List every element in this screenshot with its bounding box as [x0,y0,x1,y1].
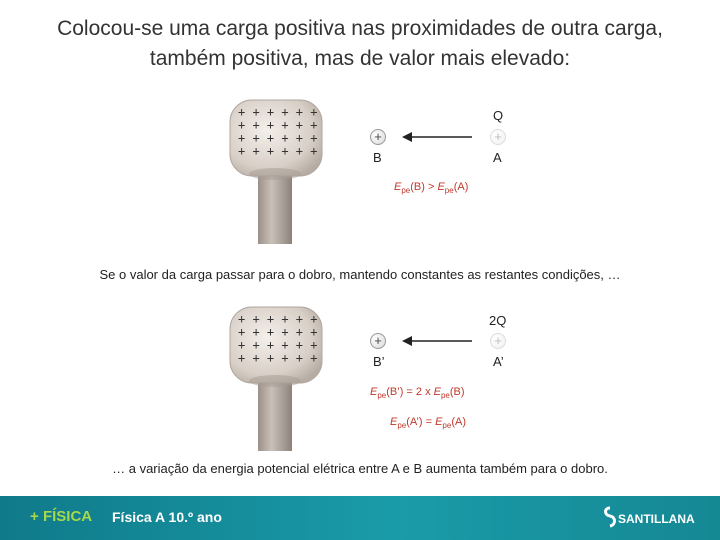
course-label: Física A 10.º ano [112,509,222,525]
subject-brand: + FÍSICA [30,508,93,525]
formula-epe-b-prime: $E_{pe}(B’) = 2$ x $E_{pe}(B)$ [370,386,465,401]
sphere-charges-2: + + + + + + + + + + + + + + + + + + + + + + + + [238,312,318,365]
middle-sentence: Se o valor da carga passar para o dobro, mantendo constantes as restantes condições, … [99,267,621,282]
point-b-label: B [373,150,382,165]
title-line-2: também positiva, mas de valor mais elevado: [149,47,571,70]
publisher-name: SANTILLANA [618,512,695,526]
arrow-a-to-b [402,131,472,143]
point-b-prime-label: B’ [373,354,385,369]
point-a-prime-label: A’ [493,354,504,369]
slide-title [20,14,700,74]
charged-sphere-1 [228,98,324,249]
formula-epe-b-gt-a: $E_{pe}(B) > E_{pe}(A)$ [394,181,469,196]
test-charge-a-prime: + [490,333,506,349]
title-line-1: Colocou-se uma carga positiva nas proximidades de outra carga, [57,17,663,40]
test-charge-b: + [370,129,386,145]
charge-label-q: Q [493,108,504,123]
formula-epe-a-prime: $E_{pe}(A’) = E_{pe}(A)$ [390,416,466,431]
arrow-a-prime-to-b-prime [402,335,472,347]
santillana-logo-icon [600,506,620,528]
footer-bar [0,496,720,540]
sphere-charges: + + + + + + + + + + + + + + + + + + + + + + + + [238,105,318,158]
charged-sphere-2 [228,305,324,456]
charge-label-2q: 2Q [489,313,507,328]
test-charge-b-prime: + [370,333,386,349]
conclusion-sentence: … a variação da energia potencial elétrica entre A e B aumenta também para o dobro. [112,461,608,476]
test-charge-a: + [490,129,506,145]
point-a-label: A [493,150,502,165]
